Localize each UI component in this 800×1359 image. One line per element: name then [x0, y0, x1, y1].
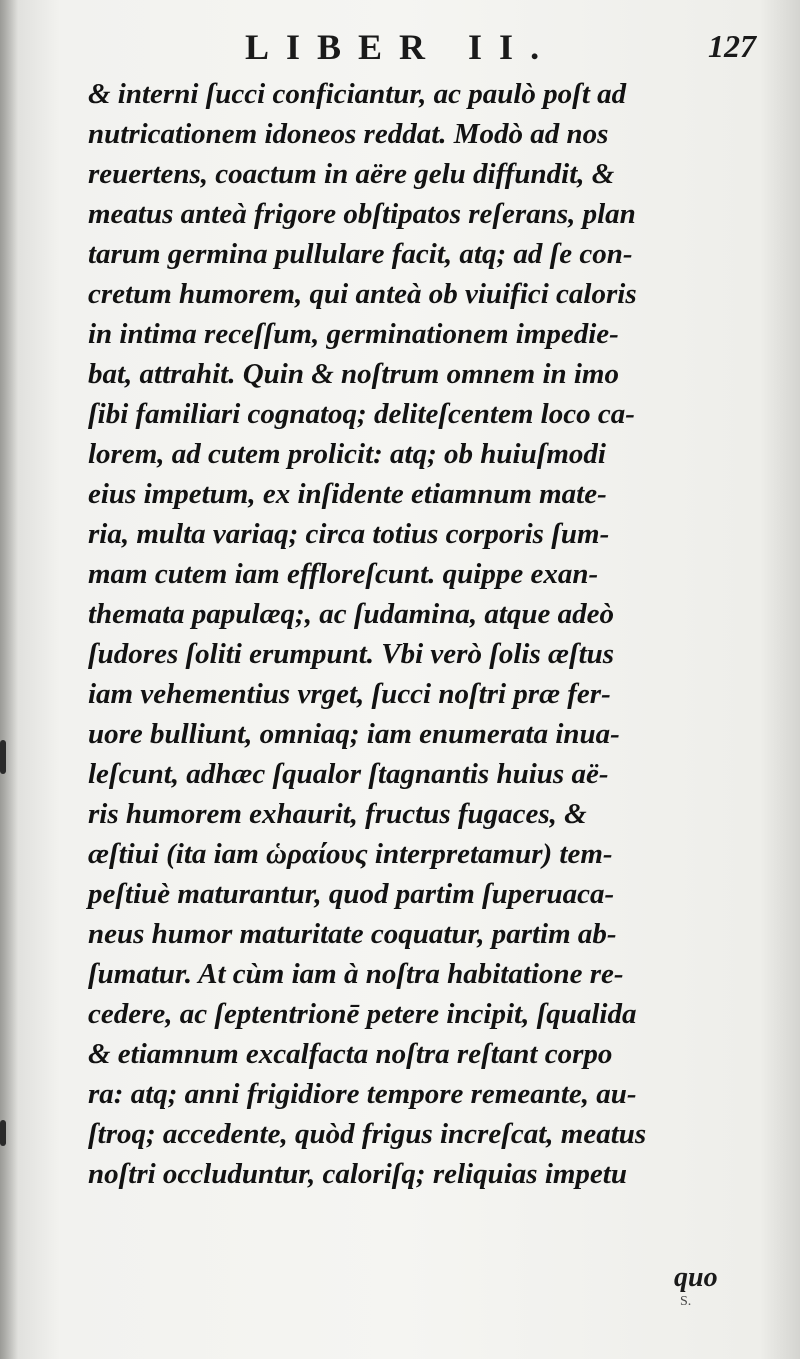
binding-mark — [0, 1120, 6, 1146]
text-line: uore bulliunt, omniaq; iam enumerata inua- — [88, 718, 620, 750]
text-line: tarum germina pullulare facit, atq; ad ſe con- — [88, 238, 633, 270]
text-line: eius impetum, ex inſidente etiamnum mate- — [88, 478, 607, 510]
text-line: meatus anteà frigore obſtipatos reſerans, plan — [88, 198, 636, 230]
gutter-shadow — [0, 0, 18, 1359]
text-line: in intima receſſum, germinationem impedie- — [88, 318, 619, 350]
text-line: iam vehementius vrget, ſucci noſtri præ fer- — [88, 678, 611, 710]
signature-mark: S. — [680, 1294, 692, 1309]
text-line: reuertens, coactum in aëre gelu diffundit, & — [88, 158, 615, 190]
text-line: cretum humorem, qui anteà ob viuifici caloris — [88, 278, 637, 310]
binding-mark — [0, 740, 6, 774]
text-line: cedere, ac ſeptentrionē petere incipit, ſqualida — [88, 998, 637, 1030]
text-line: bat, attrahit. Quin & noſtrum omnem in imo — [88, 358, 619, 390]
text-line: æſtiui (ita iam ὡραίους interpretamur) tem- — [88, 838, 613, 870]
running-head — [0, 26, 800, 66]
text-line: ſibi familiari cognatoq; deliteſcentem loco ca- — [88, 398, 635, 430]
page-number: 127 — [708, 28, 756, 64]
text-line: peſtiuè maturantur, quod partim ſuperuaca- — [88, 878, 615, 910]
text-line: lorem, ad cutem prolicit: atq; ob huiuſmodi — [88, 438, 606, 470]
catchword: quo — [674, 1262, 718, 1293]
text-line: ria, multa variaq; circa totius corporis ſum- — [88, 518, 610, 550]
text-line: neus humor maturitate coquatur, partim ab- — [88, 918, 617, 950]
text-line: ris humorem exhaurit, fructus fugaces, & — [88, 798, 587, 830]
text-line: leſcunt, adhæc ſqualor ſtagnantis huius aë- — [88, 758, 609, 790]
text-line: & etiamnum excalfacta noſtra reſtant corpo — [88, 1038, 613, 1070]
body-text — [88, 74, 738, 1194]
text-line: themata papulæq;, ac ſudamina, atque adeò — [88, 598, 615, 630]
text-line: noſtri occluduntur, caloriſq; reliquias impetu — [88, 1158, 627, 1190]
text-line: & interni ſucci conficiantur, ac paulò poſt ad — [88, 78, 627, 110]
text-line: ſtroq; accedente, quòd frigus increſcat, meatus — [88, 1118, 647, 1150]
text-line: ſudores ſoliti erumpunt. Vbi verò ſolis æſtus — [88, 638, 615, 670]
text-line: mam cutem iam effloreſcunt. quippe exan- — [88, 558, 599, 590]
text-line: ſumatur. At cùm iam à noſtra habitatione re- — [88, 958, 624, 990]
text-line: ra: atq; anni frigidiore tempore remeante, au- — [88, 1078, 637, 1110]
text-line: nutricationem idoneos reddat. Modò ad nos — [88, 118, 609, 150]
running-title: LIBER II. — [245, 27, 557, 67]
